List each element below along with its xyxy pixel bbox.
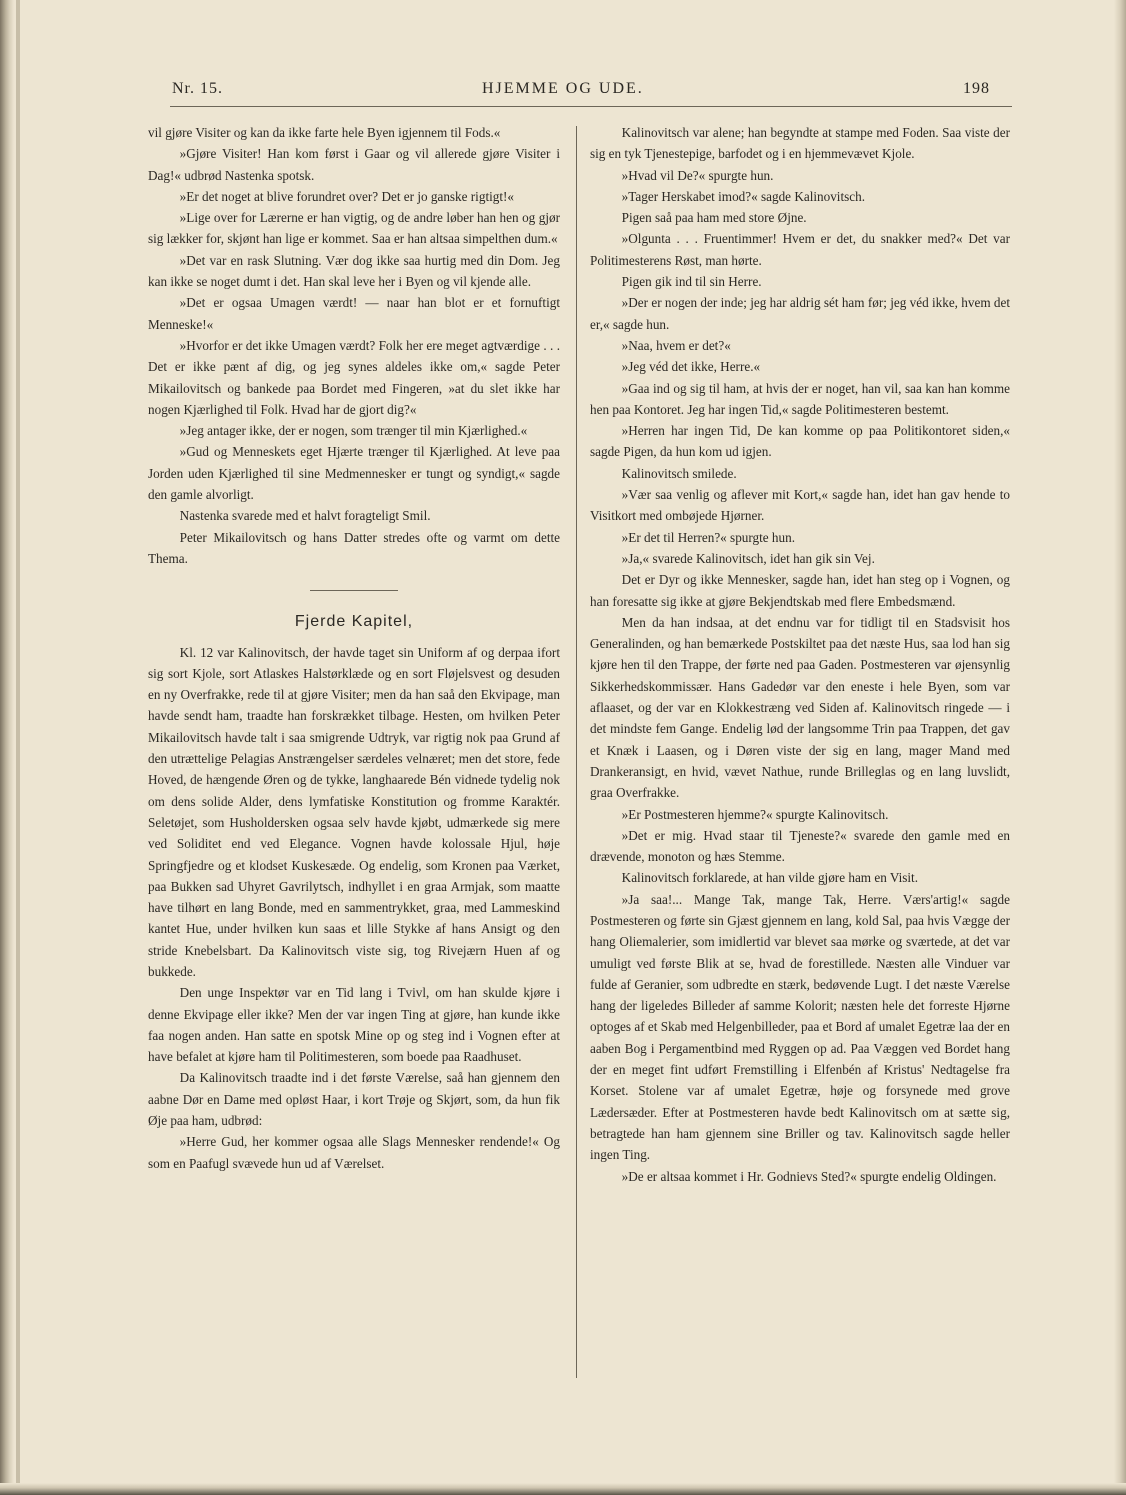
right-column-text (590, 122, 1010, 1187)
paragraph: »Det var en rask Slutning. Vær dog ikke saa hurtig med din Dom. Jeg kan ikke se noget dumt i det. Han skal leve her i Byen og vil kjende alle. (148, 252, 560, 290)
paragraph: Nastenka svarede med et halvt foragteligt Smil. (179, 508, 431, 524)
page-number: 198 (963, 80, 990, 97)
chapter-text (148, 642, 560, 1174)
page-edge-bottom (0, 1483, 1126, 1495)
paragraph: »Olgunta . . . Fruentimmer! Hvem er det, du snakker med?« Det var Politimesterens Røst, man hørte. (590, 231, 1010, 268)
paragraph: »Herre Gud, her kommer ogsaa alle Slags Mennesker rendende!« Og som en Paafugl svævede hun ud af Værelset. (148, 1134, 560, 1171)
paragraph: Men da han indsaa, at det endnu var for tidligt til en Stadsvisit hos Generalinden, og han bemærkede Postskiltet paa det næste Hus, saa lod han sig kjøre hen til den Trappe, der førte ned paa Gaden. Postmesteren var øjensynlig Sikkerhedskommissær. Hans Gadedør var den eneste i hele Byen, som var aflaaset, og der var en Klokkestræng ved Siden af. Kalinovitsch ringede — i det mindste fem Gange. Endelig lød der langsomme Trin paa Trappen, det gav et Knæk i Laasen, og i Døren viste der sig en lang, mager Mand med Drankeransigt, en hvid, vævet Nathue, runde Brilleglas og en lang luvslidt, graa Overfrakke. (590, 614, 1010, 801)
paragraph: »Herren har ingen Tid, De kan komme op paa Politikontoret siden,« sagde Pigen, da hun kom ud igjen. (590, 423, 1010, 460)
paragraph: »Hvorfor er det ikke Umagen værdt? Folk her ere meget agtværdige . . . Det er ikke pænt af dig, og jeg synes aldeles ikke om,« sagde Peter Mikailovitsch og bankede paa Bordet med Fingeren, »at du slet ikke har nogen Kjærlighed til Folk. Hvad har de gjort dig?« (148, 337, 560, 417)
header-rule (170, 106, 1012, 107)
paragraph: »Er det noget at blive forundret over? Det er jo ganske rigtigt!« (179, 188, 515, 204)
left-column (148, 122, 560, 1174)
paragraph: Kalinovitsch smilede. (621, 465, 737, 481)
paragraph: Kl. 12 var Kalinovitsch, der havde taget sin Uniform af og derpaa ifort sig sort Kjole, sort Atlaskes Halstørklæde og en sort Fløjelsvest og desuden en ny Overfrakke, rede til at gjøre Visiter; men da han saå den Ekvipage, man havde sendt ham, traadte han forskrækket tilbage. Hesten, om hvilken Peter Mikailovitsch havde talt i saa smigrende Udtryk, var rigtig nok paa Grund af den utrættelige Pelagias Anstrængelser særdeles velnæret; men det store, fede Hoved, de hængende Øren og de tykke, langhaarede Bén vidnede tydelig nok om dens solide Alder, dens lymfatiske Konstitution og fromme Karaktér. Seletøjet, som Husholdersken ogsaa selv havde kjøbt, udmærkede sig mere ved Soliditet end ved Elegance. Vognen havde kolossale Hjul, høje Springfjedre og et klodset Kuskesæde. Og endelig, som Kronen paa Værket, paa Bukken sad Uhyret Gavrilytsch, indhyllet i en graa Armjak, som maatte have tilhørt en lang Bonde, med en sammentrykket, graa, med Lammeskind kantet Hue, under hvilken kun saas et lille Stykke af hans Ansigt og den stride Knebelsbart. Da Kalinovitsch viste sig, tog Rivejærn Huen af og bukkede. (148, 644, 560, 979)
journal-title: HJEMME OG UDE. (482, 80, 644, 97)
paragraph: Kalinovitsch var alene; han begyndte at stampe med Foden. Saa viste der sig en tyk Tjenestepige, barfodet og i en hjemmevævet Kjole. (590, 125, 1010, 162)
paragraph: Da Kalinovitsch traadte ind i det første Værelse, saå han gjennem den aabne Dør en Dame med opløst Haar, i kort Trøje og Skjørt, som, da hun fik Øje paa ham, udbrød: (148, 1070, 560, 1129)
paragraph: »Jeg véd det ikke, Herre.« (621, 359, 761, 375)
paragraph: »Gud og Menneskets eget Hjærte trænger til Kjærlighed. At leve paa Jorden uden Kjærlighed til sine Medmennesker er tungt og syndigt,« sagde den gamle alvorligt. (148, 444, 560, 503)
paragraph: Pigen saå paa ham med store Øjne. (621, 210, 807, 226)
section-separator (310, 590, 398, 591)
paragraph: »Ja,« svarede Kalinovitsch, idet han gik sin Vej. (621, 550, 875, 566)
chapter-heading: Fjerde Kapitel, (294, 613, 414, 631)
paragraph: »Gjøre Visiter! Han kom først i Gaar og vil allerede gjøre Visiter i Dag!« udbrød Nastenka spotsk. (148, 146, 560, 183)
paragraph: vil gjøre Visiter og kan da ikke farte hele Byen igjennem til Fods.« (148, 125, 501, 140)
paragraph: »Lige over for Lærerne er han vigtig, og de andre løber han hen og gjør sig lækker for, skjønt han lige er kommet. Saa er han altsaa simpelthen dum.« (148, 210, 560, 247)
running-header (172, 80, 1012, 106)
paragraph: »Det er mig. Hvad staar til Tjeneste?« svarede den gamle med en drævende, monoton og hæs Stemme. (590, 827, 1010, 865)
paragraph: »Jeg antager ikke, der er nogen, som trænger til min Kjærlighed.« (179, 423, 528, 439)
paragraph: »Tager Herskabet imod?« sagde Kalinovitsch. (621, 188, 866, 204)
paragraph: Pigen gik ind til sin Herre. (621, 274, 762, 290)
column-divider (576, 126, 577, 1378)
paragraph: »Er Postmesteren hjemme?« spurgte Kalinovitsch. (621, 806, 889, 822)
paragraph: »Der er nogen der inde; jeg har aldrig sét ham før; jeg véd ikke, hvem det er,« sagde hun. (590, 295, 1010, 332)
left-column-text (148, 122, 560, 569)
paragraph: »De er altsaa kommet i Hr. Godnievs Sted?« spurgte endelig Oldingen. (621, 1168, 997, 1184)
paragraph: »Gaa ind og sig til ham, at hvis der er noget, han vil, saa kan han komme hen paa Kontoret. Jeg har ingen Tid,« sagde Politimesteren bestemt. (590, 380, 1010, 417)
binding-edge (16, 0, 20, 1495)
book-binding (0, 0, 14, 1495)
right-column (590, 122, 1010, 1187)
paragraph: »Hvad vil De?« spurgte hun. (621, 167, 774, 183)
page-edge-right (1114, 0, 1126, 1495)
paragraph: Det er Dyr og ikke Mennesker, sagde han, idet han steg op i Vognen, og han foresatte sig ikke at gjøre Bekjendtskab med flere Embedsmænd. (590, 572, 1010, 609)
paragraph: »Ja saa!... Mange Tak, mange Tak, Herre. Værs'artig!« sagde Postmesteren og førte sin Gjæst gjennem en lang, kold Sal, paa hvis Vægge der hang Oliemalerier, som imidlertid var blevet saa mørke og sværtede, at det var umuligt ved første Blik at se, hvad de forestillede. Næsten alle Vinduer var fulde af Geranier, som udbredte en stærk, bedøvende Lugt. I det næste Værelse hang der ligeledes Billeder af samme Kolorit; næsten hele det forreste Hjørne optoges af et Skab med Helgenbilleder, paa et Bord af umalet Egetræ laa der en aaben Bog i Pergamentbind med Ryggen op ad. Paa Væggen ved Bordet hang der en meget fint udført Fremstilling i Elfenbén af Kristus' Nedtagelse fra Korset. Stolene var af umalet Egetræ, høje og forsynede med grove Lædersæder. Efter at Postmesteren havde bedt Kalinovitsch om at sætte sig, betragtede han ham gjennem sine Briller og tav. Kalinovitsch sagde heller ingen Ting. (590, 891, 1010, 1163)
paragraph: Peter Mikailovitsch og hans Datter stredes ofte og varmt om dette Thema. (148, 529, 560, 566)
paragraph: Den unge Inspektør var en Tid lang i Tvivl, om han skulde kjøre i denne Ekvipage eller ikke? Men der var ingen Ting at gjøre, han kunde ikke faa nogen anden. Han satte en spotsk Mine op og steg ind i Vognen efter at have befalet at kjøre ham til Politimesteren, som boede paa Raadhuset. (148, 985, 560, 1065)
issue-number: Nr. 15. (172, 80, 223, 97)
paragraph: »Vær saa venlig og aflever mit Kort,« sagde han, idet han gav hende to Visitkort med ombøjede Hjørner. (590, 487, 1010, 524)
paragraph: »Er det til Herren?« spurgte hun. (621, 529, 796, 545)
paragraph: »Det er ogsaa Umagen værdt! — naar han blot er et fornuftigt Menneske!« (148, 295, 560, 332)
paragraph: »Naa, hvem er det?« (621, 337, 731, 353)
paragraph: Kalinovitsch forklarede, at han vilde gjøre ham en Visit. (621, 870, 919, 886)
